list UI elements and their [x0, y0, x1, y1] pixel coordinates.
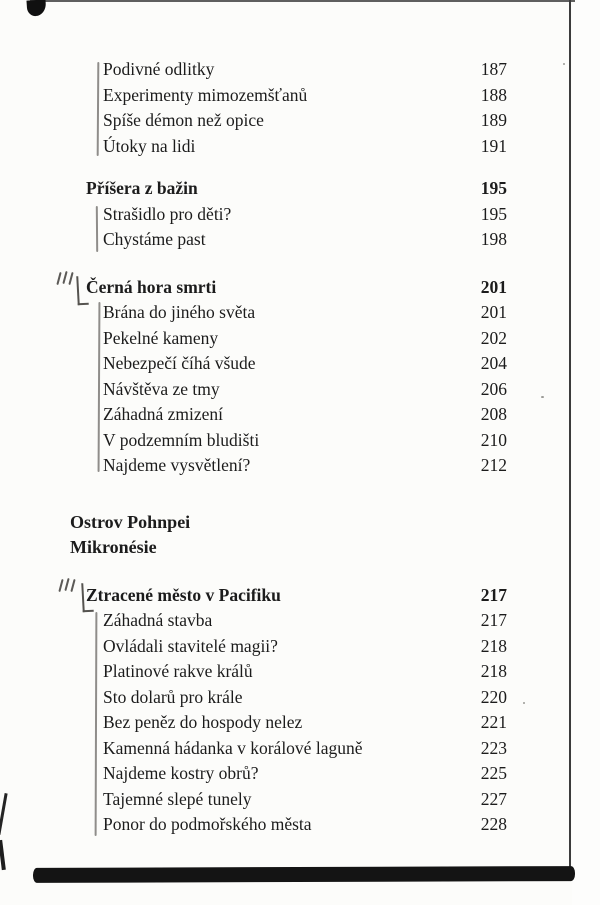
- toc-entry-title: Najdeme kostry obrů?: [103, 763, 259, 783]
- toc-row-entry: [70, 453, 507, 479]
- toc-row-entry: [70, 402, 507, 428]
- toc-entry-title: Spíše démon než opice: [103, 110, 264, 130]
- toc-entry-page-number: 210: [480, 429, 507, 450]
- toc-entry-page-number: 188: [480, 84, 507, 105]
- toc-entry-title: Najdeme vysvětlení?: [103, 455, 251, 475]
- toc-entry-title: Strašidlo pro děti?: [103, 203, 232, 224]
- pen-mark-bracket: [76, 276, 89, 306]
- toc-row-entry: [70, 787, 507, 813]
- toc-entry-page-number: 228: [480, 814, 507, 834]
- toc-entry-page-number: 217: [480, 584, 507, 605]
- scan-right-margin: [572, 0, 600, 905]
- toc-entry-title: Sto dolarů pro krále: [103, 686, 243, 707]
- toc-row-entry: [70, 710, 507, 736]
- toc-entry-title: Bez peněz do hospody nelez: [103, 712, 303, 732]
- toc-row-part: [70, 535, 507, 560]
- toc-entry-page-number: 221: [480, 712, 507, 732]
- toc-entry-title: Nebezpečí číhá všude: [103, 353, 256, 373]
- toc-entry-page-number: 223: [480, 737, 507, 758]
- scan-bottom-edge-bar: [33, 866, 575, 883]
- toc-group: [70, 275, 507, 479]
- toc-entry-title: Kamenná hádanka v korálové laguně: [103, 737, 363, 758]
- toc-entry-page-number: 217: [480, 610, 507, 630]
- toc-entry-title: Mikronésie: [70, 536, 157, 557]
- toc-entry-title: Návštěva ze tmy: [103, 378, 220, 399]
- toc-entry-page-number: 198: [480, 229, 507, 249]
- toc-entry-title: Černá hora smrti: [86, 276, 217, 297]
- toc-row-entry: [70, 134, 507, 160]
- toc-entry-page-number: 201: [480, 276, 507, 297]
- toc-entry-title: Pekelné kameny: [103, 327, 219, 348]
- toc-entry-page-number: 208: [480, 404, 507, 424]
- toc-entry-page-number: 195: [480, 178, 507, 198]
- toc-row-entry: [70, 634, 507, 660]
- toc-row-part: [70, 510, 507, 535]
- pen-mark-bracket: [81, 583, 94, 613]
- toc-entry-page-number: 218: [480, 635, 507, 656]
- toc-entry-title: Příšera z bažin: [86, 178, 198, 198]
- toc-row-entry: [70, 761, 507, 787]
- pen-mark-tick: [56, 272, 61, 285]
- toc-entry-page-number: 202: [480, 327, 507, 348]
- scan-speck: [541, 396, 544, 398]
- toc-entry-title: Záhadná stavba: [103, 610, 213, 630]
- toc-row-entry: [70, 326, 507, 352]
- toc-entry-page-number: 191: [480, 135, 507, 156]
- toc-entry-page-number: 201: [480, 302, 507, 322]
- toc-group: [70, 57, 507, 159]
- toc-entry-title: Záhadná zmizení: [103, 404, 224, 424]
- toc-row-entry: [70, 377, 507, 403]
- toc-row-entry: [70, 812, 507, 838]
- toc-entry-title: Podivné odlitky: [103, 59, 215, 79]
- toc-row-entry: [70, 57, 507, 83]
- toc-entry-title: Ostrov Pohnpei: [70, 511, 191, 532]
- toc-entry-page-number: 220: [480, 686, 507, 707]
- toc-entry-title: Ovládali stavitelé magii?: [103, 635, 278, 656]
- toc-row-entry: [70, 108, 507, 134]
- toc-row-chapter: [70, 275, 507, 301]
- toc-entry-page-number: 195: [480, 203, 507, 224]
- toc-row-entry: [70, 685, 507, 711]
- pen-mark-tick: [62, 271, 67, 284]
- toc-entry-title: Útoky na lidi: [103, 135, 196, 156]
- toc-entry-page-number: 187: [480, 59, 507, 79]
- toc-entry-page-number: 204: [480, 353, 507, 373]
- toc-entry-page-number: 218: [480, 661, 507, 681]
- toc-row-entry: [70, 202, 507, 228]
- toc-entry-page-number: 189: [480, 110, 507, 130]
- scan-right-edge-line: [569, 0, 571, 877]
- toc-entry-title: Ponor do podmořského města: [103, 814, 312, 834]
- toc-entry-title: Tajemné slepé tunely: [103, 788, 252, 809]
- toc-row-entry: [70, 428, 507, 454]
- scan-left-edge-mark: [0, 840, 6, 870]
- toc-entry-title: V podzemním bludišti: [103, 429, 260, 450]
- toc-entry-title: Chystáme past: [103, 229, 206, 249]
- toc-group: [70, 510, 507, 560]
- scan-top-left-blob: [26, 0, 46, 17]
- toc-row-entry: [70, 608, 507, 634]
- table-of-contents: [70, 57, 507, 838]
- toc-row-entry: [70, 659, 507, 685]
- pen-mark-tick: [58, 579, 63, 592]
- toc-entry-page-number: 227: [480, 788, 507, 809]
- toc-row-entry: [70, 83, 507, 109]
- toc-row-chapter: [70, 583, 507, 609]
- toc-entry-title: Experimenty mimozemšťanů: [103, 84, 308, 105]
- toc-group: [70, 583, 507, 838]
- toc-entry-title: Brána do jiného světa: [103, 302, 256, 322]
- toc-row-entry: [70, 227, 507, 253]
- toc-row-entry: [70, 351, 507, 377]
- toc-group: [70, 176, 507, 253]
- toc-entry-page-number: 206: [480, 378, 507, 399]
- toc-row-entry: [70, 736, 507, 762]
- toc-entry-title: Platinové rakve králů: [103, 661, 253, 681]
- scan-left-edge-mark: [0, 793, 8, 835]
- toc-entry-page-number: 225: [480, 763, 507, 783]
- toc-entry-title: Ztracené město v Pacifiku: [86, 584, 281, 605]
- pen-mark-tick: [64, 578, 69, 591]
- toc-row-chapter: [70, 176, 507, 202]
- toc-entry-page-number: 212: [480, 455, 507, 475]
- scan-speck: [523, 702, 525, 704]
- scan-top-edge-line: [30, 0, 575, 2]
- toc-row-entry: [70, 300, 507, 326]
- scan-speck: [563, 63, 565, 65]
